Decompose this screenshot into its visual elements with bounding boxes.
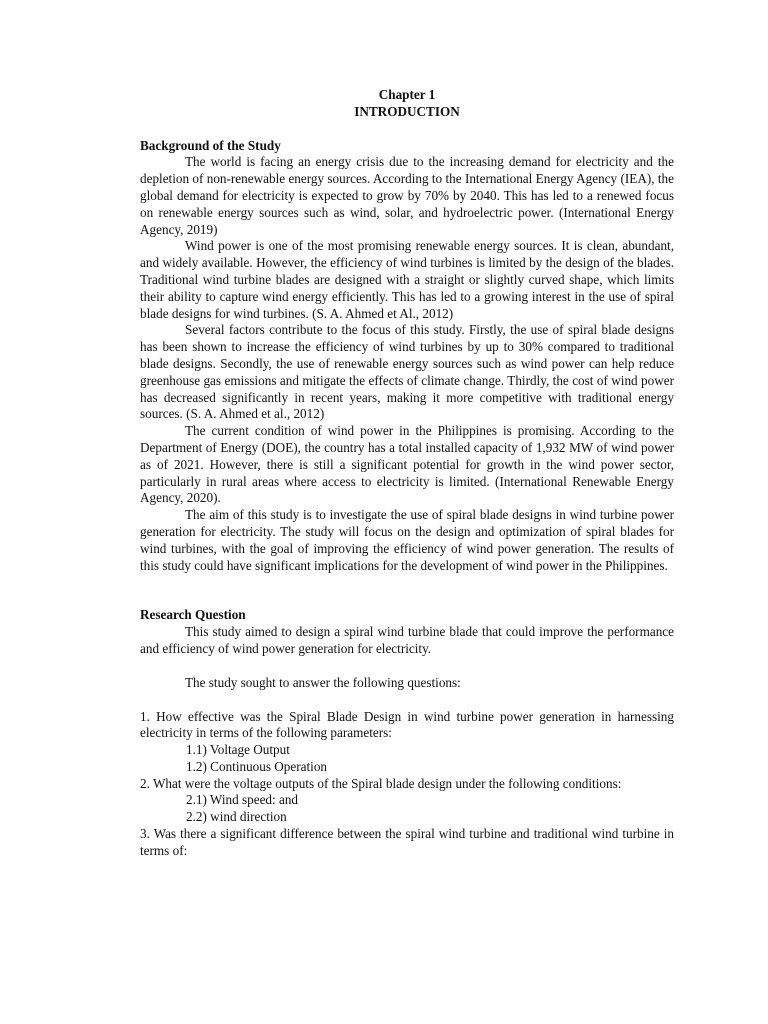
question-2-item: 2.2) wind direction bbox=[186, 809, 287, 825]
section-heading-background: Background of the Study bbox=[140, 137, 281, 153]
question-1: 1. How effective was the Spiral Blade Design in wind turbine power generation in harnessing electricity in terms of the following parameters: bbox=[140, 708, 674, 741]
paragraph: Several factors contribute to the focus of this study. Firstly, the use of spiral blade designs has been shown to increase the efficiency of wind turbines by up to 30% compared to traditional blade designs. Secondly, the use of renewable energy sources such as wind power can help reduce greenhouse gas emissions and mitigate the effects of climate change. Thirdly, the cost of wind power has decreased significantly in recent years, making it more competitive with traditional energy sources. (S. A. Ahmed et al., 2012) bbox=[140, 322, 674, 422]
question-3: 3. Was there a significant difference between the spiral wind turbine and traditional wind turbine in terms of: bbox=[140, 826, 674, 858]
question-1-item: 1.2) Continuous Operation bbox=[186, 758, 328, 774]
paragraph: The world is facing an energy crisis due to the increasing demand for electricity and the depletion of non-renewable energy sources. According to the International Energy Agency (IEA), the global demand for electricity is expected to grow by 70% by 2040. This has led to a renewed focus on renewable energy sources such as wind, solar, and hydroelectric power. (International Energy Agency, 2019) bbox=[140, 154, 674, 237]
section-heading-research: Research Question bbox=[140, 607, 246, 623]
questions-lead: The study sought to answer the following questions: bbox=[185, 674, 461, 690]
paragraph: Wind power is one of the most promising renewable energy sources. It is clean, abundant, and widely available. However, the efficiency of wind turbines is limited by the design of the blades. Traditional wind turbine blades are designed with a straight or slightly curved shape, which limits their ability to capture wind energy efficiently. This has led to a growing interest in the use of spiral blade designs for wind turbines. (S. A. Ahmed et Al., 2012) bbox=[140, 238, 674, 321]
question-1-item: 1.1) Voltage Output bbox=[186, 742, 290, 758]
chapter-title: INTRODUCTION bbox=[354, 103, 460, 119]
question-2: 2. What were the voltage outputs of the Spiral blade design under the following conditions: bbox=[140, 775, 622, 791]
chapter-number: Chapter 1 bbox=[378, 87, 436, 102]
paragraph: This study aimed to design a spiral wind turbine blade that could improve the performance and efficiency of wind power generation for electricity. bbox=[140, 624, 674, 656]
paragraph: The current condition of wind power in the Philippines is promising. According to the Department of Energy (DOE), the country has a total installed capacity of 1,932 MW of wind power as of 2021. However, there is still a significant potential for growth in the wind power sector, particularly in rural areas where access to electricity is limited. (International Renewable Energy Agency, 2020). bbox=[140, 423, 674, 506]
document-page bbox=[140, 87, 674, 860]
paragraph: The aim of this study is to investigate the use of spiral blade designs in wind turbine power generation for electricity. The study will focus on the design and optimization of spiral blades for wind turbines, with the goal of improving the efficiency of wind power generation. The results of this study could have significant implications for the development of wind power in the Philippines. bbox=[140, 507, 674, 573]
question-2-item: 2.1) Wind speed: and bbox=[186, 792, 299, 808]
